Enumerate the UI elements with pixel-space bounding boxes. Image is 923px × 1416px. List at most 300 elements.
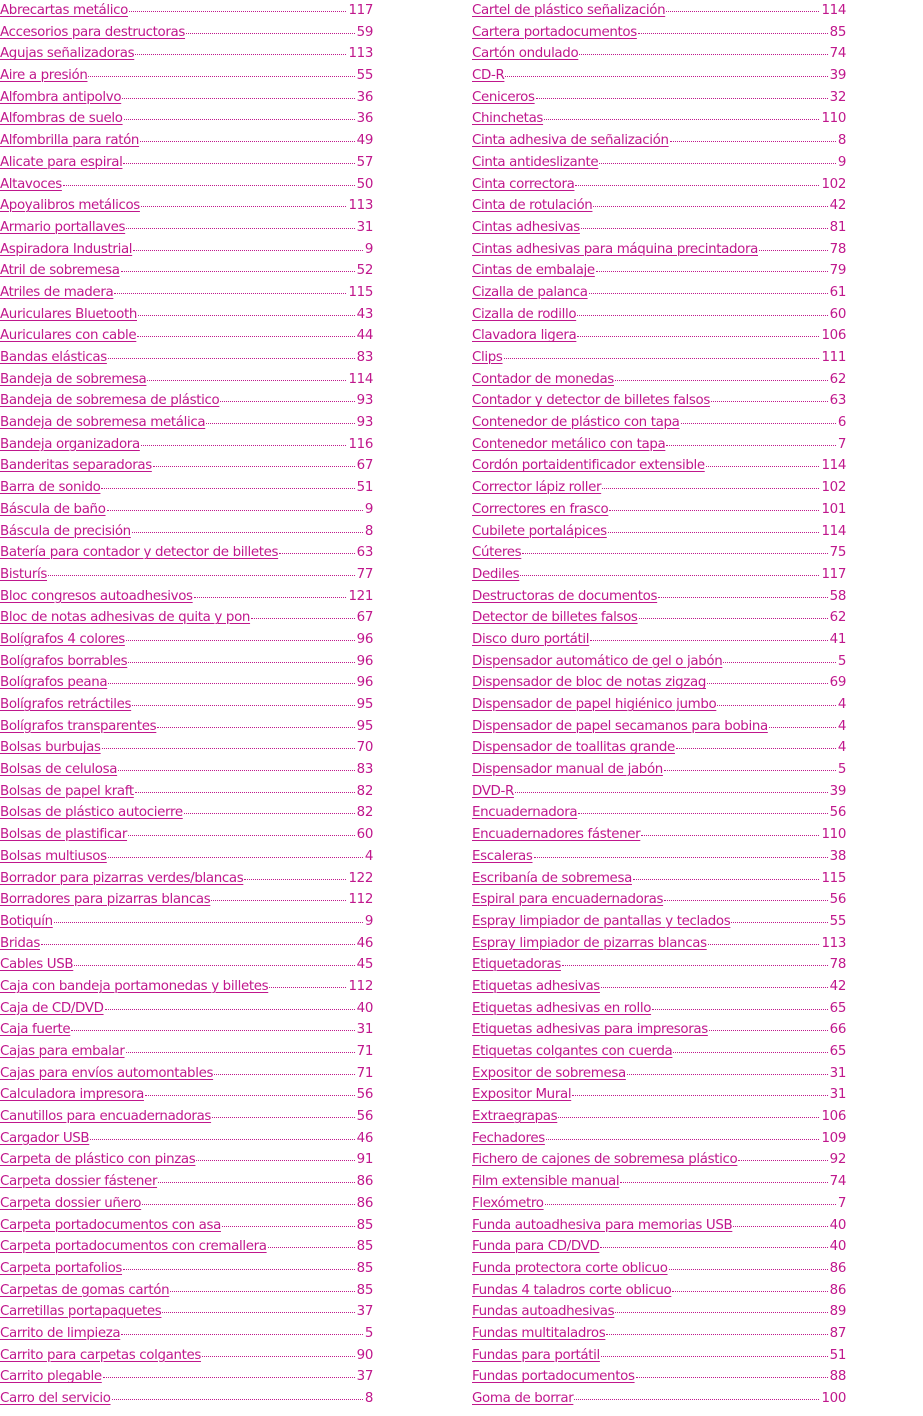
index-entry-link[interactable] (472, 719, 846, 741)
index-entry-page-number: 106 (821, 1109, 846, 1125)
index-entry-term: Cizalla de rodillo (472, 306, 577, 322)
index-entry-term: Carpeta dossier fástener (0, 1174, 158, 1190)
dot-leader (673, 1052, 827, 1053)
index-entry-link[interactable] (472, 1109, 846, 1131)
index-entry-page-number: 101 (821, 501, 846, 517)
index-entry-page-number: 41 (829, 631, 846, 647)
index-entry-link[interactable] (472, 111, 846, 133)
index-entry-link[interactable] (0, 567, 373, 589)
index-entry-page-number: 78 (829, 957, 846, 973)
index-entry-link[interactable] (472, 936, 846, 958)
index-entry-link[interactable] (472, 263, 846, 285)
index-entry-link[interactable] (472, 350, 846, 372)
index-entry-term: Bloc congresos autoadhesivos (0, 588, 193, 604)
index-entry-link[interactable] (472, 25, 846, 47)
index-entry-term: Botiquín (0, 913, 53, 929)
index-entry-link[interactable] (472, 285, 846, 307)
index-entry-term: Etiquetas adhesivas en rollo (472, 1000, 652, 1016)
index-entry-page-number: 58 (829, 588, 846, 604)
index-entry-link[interactable] (0, 90, 373, 112)
index-entry-page-number: 32 (829, 89, 846, 105)
dot-leader (520, 575, 819, 576)
index-entry-term: Caja con bandeja portamonedas y billetes (0, 978, 269, 994)
dot-leader (222, 1226, 355, 1227)
index-entry-term: Carpeta portadocumentos con asa (0, 1217, 221, 1233)
index-entry-page-number: 36 (356, 111, 373, 127)
index-entry-page-number: 45 (356, 957, 373, 973)
index-entry-page-number: 8 (837, 133, 846, 149)
index-entry-link[interactable] (0, 589, 373, 611)
index-entry-link[interactable] (0, 1044, 373, 1066)
index-entry-term: Carretillas portapaquetes (0, 1304, 162, 1320)
index-entry-link[interactable] (0, 1022, 373, 1044)
index-entry-page-number: 40 (829, 1239, 846, 1255)
dot-leader (534, 857, 828, 858)
index-entry-page-number: 96 (356, 675, 373, 691)
dot-leader (769, 727, 836, 728)
index-entry-link[interactable] (0, 871, 373, 893)
index-entry-link[interactable] (472, 1001, 846, 1023)
index-entry-link[interactable] (0, 458, 373, 480)
index-entry-page-number: 40 (356, 1000, 373, 1016)
index-entry-link[interactable] (472, 68, 846, 90)
index-entry-page-number: 67 (356, 610, 373, 626)
index-entry-link[interactable] (0, 242, 373, 264)
dot-leader (126, 1052, 355, 1053)
index-entry-page-number: 102 (821, 480, 846, 496)
index-entry-link[interactable] (472, 632, 846, 654)
index-entry-link[interactable] (0, 675, 373, 697)
dot-leader (600, 1247, 827, 1248)
index-entry-term: Cintas adhesivas (472, 219, 580, 235)
index-entry-link[interactable] (472, 133, 846, 155)
index-entry-term: Destructoras de documentos (472, 588, 658, 604)
dot-leader (244, 879, 346, 880)
index-entry-term: Clips (472, 350, 503, 365)
index-entry-term: Bolígrafos retráctiles (0, 697, 132, 712)
index-entry-term: Cajas para envíos automontables (0, 1065, 214, 1081)
index-entry-link[interactable] (472, 372, 846, 394)
index-entry-link[interactable] (472, 740, 846, 762)
dot-leader (126, 228, 355, 229)
index-entry-page-number: 116 (348, 436, 373, 452)
dot-leader (672, 1291, 827, 1292)
index-entry-link[interactable] (472, 1261, 846, 1283)
index-entry-page-number: 65 (829, 1044, 846, 1059)
index-entry-term: Bolsas de papel kraft (0, 783, 134, 799)
index-entry-term: Borradores para pizarras blancas (0, 892, 211, 908)
dot-leader (133, 250, 363, 251)
dot-leader (196, 1160, 354, 1161)
index-entry-link[interactable] (0, 1283, 373, 1305)
dot-leader (596, 271, 828, 272)
index-entry-link[interactable] (0, 610, 373, 632)
dot-leader (608, 532, 820, 533)
index-entry-link[interactable] (0, 415, 373, 437)
index-entry-link[interactable] (0, 372, 373, 394)
index-entry-link[interactable] (472, 1348, 846, 1370)
index-entry-link[interactable] (472, 1066, 846, 1088)
dot-leader (708, 944, 820, 945)
index-entry-page-number: 113 (821, 935, 846, 951)
index-entry-link[interactable] (472, 871, 846, 893)
index-entry-term: Carrito para carpetas colgantes (0, 1347, 202, 1363)
index-entry-link[interactable] (472, 697, 846, 719)
dot-leader (137, 336, 354, 337)
index-entry-page-number: 81 (829, 219, 846, 235)
index-entry-page-number: 113 (348, 198, 373, 214)
dot-leader (132, 532, 363, 533)
index-entry-page-number: 75 (829, 545, 846, 561)
index-entry-link[interactable] (0, 957, 373, 979)
index-entry-link[interactable] (472, 654, 846, 676)
dot-leader (590, 640, 827, 641)
index-entry-link[interactable] (0, 155, 373, 177)
dot-leader (681, 423, 836, 424)
index-entry-link[interactable] (0, 263, 373, 285)
index-entry-page-number: 85 (356, 1217, 373, 1233)
dot-leader (41, 944, 355, 945)
index-entry-link[interactable] (0, 545, 373, 567)
index-entry-link[interactable] (472, 1152, 846, 1174)
dot-leader (505, 76, 827, 77)
index-entry-page-number: 37 (356, 1369, 373, 1385)
index-entry-link[interactable] (472, 589, 846, 611)
dot-leader (601, 987, 828, 988)
index-entry-term: Apoyalibros metálicos (0, 198, 140, 214)
index-entry-term: Fundas autoadhesivas (472, 1304, 615, 1320)
dot-leader (112, 1399, 363, 1400)
index-entry-page-number: 122 (348, 870, 373, 886)
dot-leader (515, 792, 828, 793)
dot-leader (118, 770, 355, 771)
index-entry-term: Chinchetas (472, 111, 544, 127)
dot-leader (74, 965, 354, 966)
index-entry-link[interactable] (472, 90, 846, 112)
index-entry-page-number: 115 (821, 870, 846, 886)
dot-leader (641, 835, 819, 836)
index-entry-link[interactable] (472, 524, 846, 546)
dot-leader (759, 250, 828, 251)
index-entry-link[interactable] (472, 415, 846, 437)
index-entry-term: Bolígrafos 4 colores (0, 631, 125, 647)
index-entry-link[interactable] (0, 1152, 373, 1174)
index-entry-link[interactable] (472, 1326, 846, 1348)
index-entry-term: Bolígrafos peana (0, 675, 108, 691)
index-entry-term: Dispensador de bloc de notas zigzag (472, 675, 706, 691)
index-entry-link[interactable] (0, 437, 373, 459)
index-entry-page-number: 71 (356, 1065, 373, 1081)
index-entry-page-number: 55 (356, 68, 373, 84)
index-entry-page-number: 56 (356, 1087, 373, 1103)
index-entry-page-number: 110 (821, 827, 846, 843)
index-entry-term: Cartón ondulado (472, 46, 579, 62)
dot-leader (157, 727, 354, 728)
index-entry-link[interactable] (472, 610, 846, 632)
index-entry-link[interactable] (472, 1044, 846, 1066)
index-entry-link[interactable] (472, 328, 846, 350)
dot-leader (214, 1074, 355, 1075)
index-entry-page-number: 74 (829, 46, 846, 62)
index-entry-link[interactable] (472, 1283, 846, 1305)
index-entry-link[interactable] (0, 979, 373, 1001)
dot-leader (545, 1204, 836, 1205)
index-entry-link[interactable] (472, 827, 846, 849)
dot-leader (63, 185, 355, 186)
index-entry-link[interactable] (472, 393, 846, 415)
index-entry-term: Fundas 4 taladros corte oblicuo (472, 1282, 672, 1298)
index-entry-page-number: 39 (829, 783, 846, 799)
index-entry-link[interactable] (0, 1348, 373, 1370)
index-entry-page-number: 117 (348, 3, 373, 18)
index-entry-link[interactable] (0, 285, 373, 307)
index-entry-term: Bolsas multiusos (0, 848, 107, 864)
index-entry-link[interactable] (472, 784, 846, 806)
index-entry-link[interactable] (0, 632, 373, 654)
index-entry-link[interactable] (0, 719, 373, 741)
index-entry-link[interactable] (472, 1239, 846, 1261)
index-entry-term: Báscula de precisión (0, 523, 131, 539)
dot-leader (606, 1334, 827, 1335)
index-entry-term: Contador de monedas (472, 371, 614, 387)
index-entry-link[interactable] (472, 177, 846, 199)
index-entry-link[interactable] (0, 25, 373, 47)
dot-leader (135, 54, 346, 55)
index-entry-link[interactable] (472, 220, 846, 242)
index-entry-link[interactable] (0, 1261, 373, 1283)
index-entry-link[interactable] (472, 892, 846, 914)
dot-leader (615, 1312, 827, 1313)
index-entry-term: Carpeta portafolios (0, 1260, 123, 1276)
index-entry-link[interactable] (472, 437, 846, 459)
index-entry-page-number: 93 (356, 393, 373, 409)
index-entry-term: Cinta antideslizante (472, 154, 599, 170)
dot-leader (579, 54, 827, 55)
index-entry-link[interactable] (472, 307, 846, 329)
index-entry-link[interactable] (472, 1391, 846, 1413)
index-column-right (472, 3, 846, 1413)
index-entry-link[interactable] (0, 914, 373, 936)
index-entry-link[interactable] (0, 1391, 373, 1413)
dot-leader (633, 879, 820, 880)
index-entry-term: Caja fuerte (0, 1022, 71, 1038)
index-entry-link[interactable] (472, 46, 846, 68)
index-entry-link[interactable] (472, 155, 846, 177)
index-entry-term: Expositor Mural (472, 1087, 572, 1103)
index-entry-link[interactable] (0, 1001, 373, 1023)
index-entry-link[interactable] (0, 177, 373, 199)
dot-leader (90, 1139, 354, 1140)
index-entry-term: Dispensador de papel secamanos para bobina (472, 718, 768, 734)
index-entry-link[interactable] (472, 849, 846, 871)
index-entry-link[interactable] (472, 458, 846, 480)
index-entry-link[interactable] (0, 350, 373, 372)
index-entry-link[interactable] (0, 1218, 373, 1240)
index-entry-link[interactable] (0, 762, 373, 784)
index-entry-link[interactable] (0, 3, 373, 25)
index-entry-page-number: 85 (356, 1282, 373, 1298)
index-entry-link[interactable] (0, 1087, 373, 1109)
dot-leader (706, 466, 820, 467)
dot-leader (122, 98, 354, 99)
index-entry-link[interactable] (0, 1326, 373, 1348)
index-entry-page-number: 6 (837, 415, 846, 431)
dot-leader (546, 1139, 820, 1140)
index-entry-link[interactable] (472, 914, 846, 936)
index-entry-link[interactable] (0, 220, 373, 242)
index-entry-link[interactable] (472, 675, 846, 697)
index-entry-page-number: 49 (356, 133, 373, 149)
dot-leader (71, 1030, 354, 1031)
index-entry-page-number: 40 (829, 1217, 846, 1233)
dot-leader (522, 553, 827, 554)
index-entry-link[interactable] (0, 1304, 373, 1326)
index-entry-term: Espray limpiador de pizarras blancas (472, 935, 707, 951)
index-entry-page-number: 102 (821, 176, 846, 192)
index-entry-link[interactable] (472, 1174, 846, 1196)
index-entry-term: Cargador USB (0, 1130, 90, 1146)
index-entry-link[interactable] (472, 1369, 846, 1391)
index-entry-term: Bolígrafos borrables (0, 653, 128, 669)
dot-leader (158, 1182, 355, 1183)
index-entry-link[interactable] (472, 1022, 846, 1044)
dot-leader (558, 1117, 819, 1118)
dot-leader (593, 206, 827, 207)
index-entry-link[interactable] (0, 307, 373, 329)
dot-leader (88, 76, 354, 77)
index-entry-link[interactable] (472, 198, 846, 220)
index-entry-term: Banderitas separadoras (0, 458, 152, 474)
index-entry-link[interactable] (0, 198, 373, 220)
index-entry-page-number: 4 (837, 697, 846, 712)
dot-leader (142, 1204, 355, 1205)
index-entry-page-number: 117 (821, 566, 846, 582)
index-entry-link[interactable] (472, 480, 846, 502)
index-entry-term: Correctores en frasco (472, 501, 609, 517)
dot-leader (128, 662, 354, 663)
index-entry-link[interactable] (0, 697, 373, 719)
index-entry-page-number: 38 (829, 848, 846, 864)
index-entry-term: Abrecartas metálico (0, 3, 128, 18)
index-entry-page-number: 8 (364, 523, 373, 539)
index-entry-term: Carro del servicio (0, 1391, 111, 1406)
index-entry-link[interactable] (0, 133, 373, 155)
dot-leader (48, 575, 355, 576)
index-entry-page-number: 31 (829, 1087, 846, 1103)
dot-leader (664, 900, 828, 901)
index-entry-term: Etiquetas adhesivas (472, 978, 600, 994)
index-entry-link[interactable] (0, 1131, 373, 1153)
index-entry-link[interactable] (0, 524, 373, 546)
index-entry-term: Alicate para espiral (0, 154, 123, 170)
index-entry-term: Cinta adhesiva de señalización (472, 133, 669, 149)
index-entry-link[interactable] (0, 68, 373, 90)
index-entry-link[interactable] (0, 827, 373, 849)
index-entry-link[interactable] (472, 1087, 846, 1109)
index-column-left (0, 3, 373, 1413)
dot-leader (220, 401, 354, 402)
index-entry-link[interactable] (472, 979, 846, 1001)
index-entry-term: Fichero de cajones de sobremesa plástico (472, 1152, 738, 1168)
index-entry-link[interactable] (0, 1369, 373, 1391)
dot-leader (279, 553, 355, 554)
dot-leader (733, 1226, 827, 1227)
dot-leader (717, 705, 836, 706)
dot-leader (723, 662, 835, 663)
index-entry-link[interactable] (0, 328, 373, 350)
index-entry-link[interactable] (0, 654, 373, 676)
index-entry-link[interactable] (472, 805, 846, 827)
index-entry-link[interactable] (472, 502, 846, 524)
index-entry-link[interactable] (472, 1131, 846, 1153)
index-entry-link[interactable] (0, 393, 373, 415)
index-entry-page-number: 95 (356, 697, 373, 712)
dot-leader (578, 813, 827, 814)
index-entry-link[interactable] (0, 805, 373, 827)
dot-leader (572, 1095, 827, 1096)
index-entry-term: Dispensador de papel higiénico jumbo (472, 697, 717, 712)
index-entry-page-number: 86 (829, 1282, 846, 1298)
index-entry-link[interactable] (0, 502, 373, 524)
index-entry-term: Flexómetro (472, 1195, 544, 1211)
index-entry-link[interactable] (472, 1218, 846, 1240)
index-entry-term: Auriculares con cable (0, 328, 137, 344)
index-entry-term: CD-R (472, 68, 505, 84)
index-entry-link[interactable] (0, 1109, 373, 1131)
index-entry-link[interactable] (0, 1066, 373, 1088)
index-entry-link[interactable] (472, 1196, 846, 1218)
index-entry-term: Altavoces (0, 176, 62, 192)
index-entry-link[interactable] (0, 849, 373, 871)
index-entry-link[interactable] (472, 567, 846, 589)
index-entry-link[interactable] (0, 1239, 373, 1261)
index-entry-link[interactable] (472, 957, 846, 979)
index-entry-link[interactable] (0, 936, 373, 958)
index-entry-link[interactable] (472, 3, 846, 25)
index-entry-link[interactable] (0, 1174, 373, 1196)
index-entry-link[interactable] (0, 46, 373, 68)
index-entry-link[interactable] (0, 1196, 373, 1218)
index-entry-link[interactable] (472, 242, 846, 264)
index-entry-page-number: 91 (356, 1152, 373, 1168)
index-entry-page-number: 52 (356, 263, 373, 279)
index-entry-page-number: 88 (829, 1369, 846, 1385)
index-entry-link[interactable] (472, 1304, 846, 1326)
index-entry-link[interactable] (0, 111, 373, 133)
index-entry-page-number: 43 (356, 306, 373, 322)
index-entry-page-number: 83 (356, 350, 373, 365)
index-entry-term: Cizalla de palanca (472, 284, 588, 300)
index-entry-link[interactable] (472, 545, 846, 567)
index-entry-term: Carrito plegable (0, 1369, 102, 1385)
index-entry-link[interactable] (0, 784, 373, 806)
dot-leader (666, 11, 819, 12)
index-entry-term: Fundas para portátil (472, 1347, 600, 1363)
dot-leader (602, 488, 819, 489)
index-entry-page-number: 51 (356, 480, 373, 496)
index-entry-term: Bolsas de plástico autocierre (0, 805, 183, 821)
index-entry-page-number: 42 (829, 978, 846, 994)
index-entry-link[interactable] (0, 480, 373, 502)
index-entry-link[interactable] (472, 762, 846, 784)
index-entry-term: DVD-R (472, 783, 514, 799)
dot-leader (658, 597, 828, 598)
index-entry-link[interactable] (0, 892, 373, 914)
index-entry-page-number: 63 (829, 393, 846, 409)
dot-leader (194, 597, 347, 598)
index-entry-link[interactable] (0, 740, 373, 762)
index-entry-term: Bandas elásticas (0, 350, 107, 365)
